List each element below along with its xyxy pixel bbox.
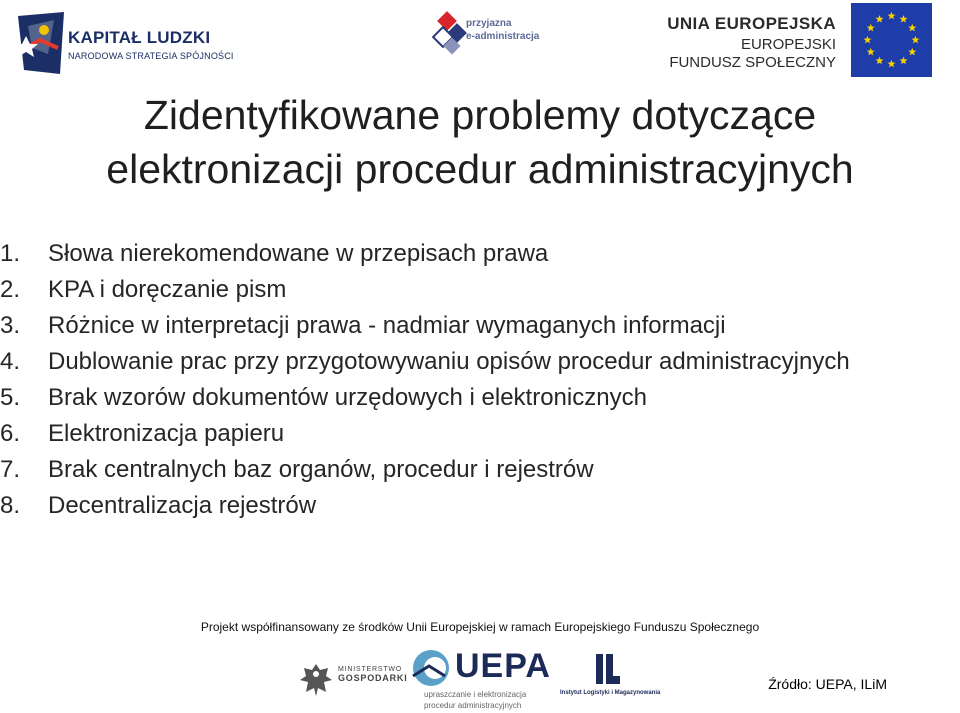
eu-line2: EUROPEJSKI bbox=[740, 36, 836, 53]
kapital-ludzki-title: KAPITAŁ LUDZKI bbox=[68, 28, 211, 47]
ilim-logo-text: Instytut Logistyki i Magazynowania bbox=[560, 690, 661, 696]
ministry-logo-text bbox=[338, 665, 408, 684]
pe-line2: e-administracja bbox=[466, 31, 540, 42]
item-text: KPA i doręczanie pism bbox=[48, 276, 287, 303]
eu-flag-icon bbox=[851, 3, 932, 77]
item-text: Słowa nierekomendowane w przepisach prawa bbox=[48, 240, 549, 267]
kapital-ludzki-subtitle: NARODOWA STRATEGIA SPÓJNOŚCI bbox=[68, 51, 234, 61]
cofinancing-note: Projekt współfinansowany ze środków Unii Europejskiej w ramach Europejskiego Funduszu Społecznego bbox=[200, 620, 760, 634]
list-item bbox=[0, 488, 950, 524]
title-line-1: Zidentyfikowane problemy dotyczące bbox=[143, 92, 817, 138]
item-text: Brak centralnych baz organów, procedur i rejestrów bbox=[48, 456, 594, 483]
list-item bbox=[0, 236, 950, 272]
ministry-line2: GOSPODARKI bbox=[338, 673, 408, 683]
item-number: 4. bbox=[0, 348, 21, 375]
uepa-logo-mark bbox=[405, 646, 457, 690]
problem-list bbox=[0, 236, 950, 524]
item-number: 2. bbox=[0, 276, 21, 303]
pe-line1: przyjazna bbox=[466, 18, 512, 29]
polish-eagle-icon bbox=[296, 660, 336, 700]
item-number: 1. bbox=[0, 240, 21, 267]
item-number: 7. bbox=[0, 456, 21, 483]
list-item bbox=[0, 272, 950, 308]
list-item bbox=[0, 416, 950, 452]
title-line-2: elektronizacji procedur administracyjnych bbox=[106, 146, 854, 192]
eu-line1: UNIA EUROPEJSKA bbox=[667, 14, 836, 33]
slide-title bbox=[0, 88, 960, 196]
list-item bbox=[0, 308, 950, 344]
item-text: Elektronizacja papieru bbox=[48, 420, 285, 447]
item-number: 6. bbox=[0, 420, 21, 447]
ministry-line1: MINISTERSTWO bbox=[338, 666, 403, 673]
uepa-subtitle bbox=[424, 689, 526, 711]
item-text: Dublowanie prac przy przygotowywaniu opisów procedur administracyjnych bbox=[48, 348, 850, 375]
uepa-sub1: upraszczanie i elektronizacja bbox=[424, 690, 527, 699]
list-item bbox=[0, 380, 950, 416]
item-number: 5. bbox=[0, 384, 21, 411]
uepa-logo-text: UEPA bbox=[455, 647, 551, 685]
item-number: 3. bbox=[0, 312, 21, 339]
ilim-logo-mark bbox=[594, 652, 622, 686]
eu-line3: FUNDUSZ SPOŁECZNY bbox=[669, 54, 836, 71]
list-item bbox=[0, 452, 950, 488]
item-text: Brak wzorów dokumentów urzędowych i elektronicznych bbox=[48, 384, 647, 411]
item-number: 8. bbox=[0, 492, 21, 519]
eu-text-block bbox=[667, 14, 836, 71]
source-note: Źródło: UEPA, ILiM bbox=[768, 676, 887, 692]
item-text: Różnice w interpretacji prawa - nadmiar wymaganych informacji bbox=[48, 312, 726, 339]
list-item bbox=[0, 344, 950, 380]
item-text: Decentralizacja rejestrów bbox=[48, 492, 317, 519]
uepa-sub2: procedur administracyjnych bbox=[424, 701, 522, 710]
